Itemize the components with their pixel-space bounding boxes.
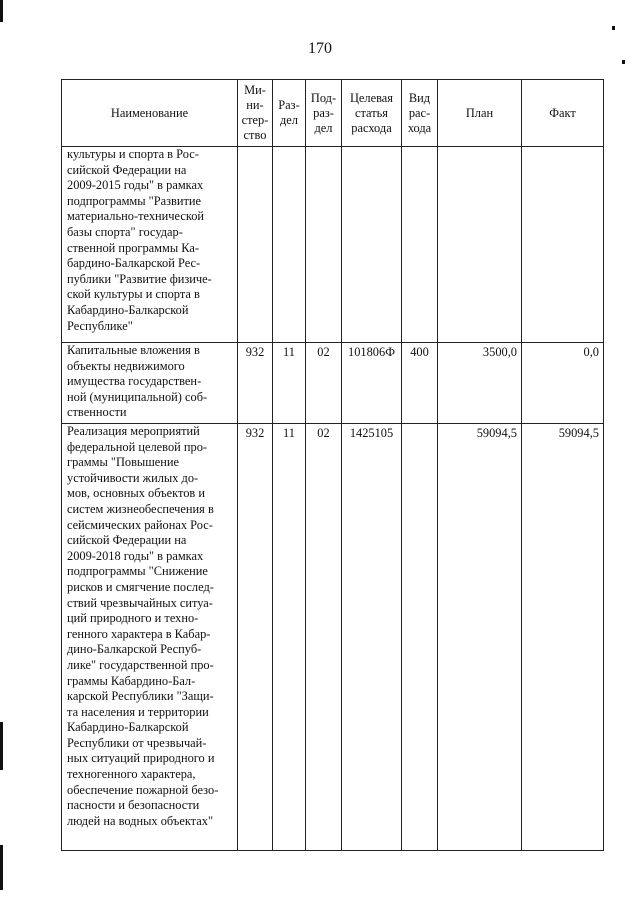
header-target-article: Целевая статья расхода [342, 80, 402, 147]
cell-subsection: 02 [306, 343, 342, 424]
scan-edge-mark [0, 0, 3, 22]
cell-plan: 3500,0 [438, 343, 522, 424]
header-expense-type: Вид рас- хода [402, 80, 438, 147]
header-subsection: Под- раз- дел [306, 80, 342, 147]
cell-target-article: 101806Ф [342, 343, 402, 424]
cell-name: Капитальные вложения в объекты недвижимого имущества государствен- ной (муниципальной) соб- ственности [62, 343, 238, 424]
table-row [62, 147, 604, 343]
cell-target-article: 1425105 [342, 424, 402, 851]
cell-section [273, 147, 306, 343]
cell-fact [522, 147, 604, 343]
scan-edge-mark [0, 845, 3, 890]
scan-edge-mark [0, 722, 3, 770]
cell-target-article [342, 147, 402, 343]
header-plan: План [438, 80, 522, 147]
cell-fact: 59094,5 [522, 424, 604, 851]
cell-expense-type: 400 [402, 343, 438, 424]
cell-plan [438, 147, 522, 343]
page-number: 170 [308, 40, 332, 57]
table-row [62, 343, 604, 424]
table-row [62, 424, 604, 851]
scan-dust-mark [612, 26, 615, 30]
cell-name: культуры и спорта в Рос- сийской Федерации на 2009-2015 годы" в рамках подпрограммы "Развитие материально-технической базы спорта" государ- ственной программы Ка- бардино-Балкарской Рес- публики "Развитие физиче- ской культуры и спорта в Кабардино-Балкарской Республике" [62, 147, 238, 343]
cell-ministry: 932 [238, 343, 273, 424]
cell-name: Реализация мероприятий федеральной целевой про- граммы "Повышение устойчивости жилых до- мов, основных объектов и систем жизнеобеспечения в сейсмических районах Рос- сийской Федерации на 2009-2018 годы" в рамках подпрограммы "Снижение рисков и смягчение послед- ствий чрезвычайных ситуа- ций природного и техно- генного характера в Кабар- дино-Балкарской Респуб- лике" государственной про- граммы Кабардино-Бал- карской Республики "Защи- та населения и территории Кабардино-Балкарской Республики от чрезвычай- ных ситуаций природного и техногенного характера, обеспечение пожарной безо- пасности и безопасности людей на водных объектах" [62, 424, 238, 851]
cell-fact: 0,0 [522, 343, 604, 424]
cell-subsection: 02 [306, 424, 342, 851]
table-header-row [62, 80, 604, 147]
header-ministry: Ми- ни- стер- ство [238, 80, 273, 147]
cell-subsection [306, 147, 342, 343]
cell-section: 11 [273, 424, 306, 851]
cell-ministry [238, 147, 273, 343]
scan-dust-mark [622, 60, 625, 64]
cell-section: 11 [273, 343, 306, 424]
header-section: Раз- дел [273, 80, 306, 147]
cell-plan: 59094,5 [438, 424, 522, 851]
budget-table [61, 79, 604, 851]
header-fact: Факт [522, 80, 604, 147]
cell-ministry: 932 [238, 424, 273, 851]
header-name: Наименование [62, 80, 238, 147]
cell-expense-type [402, 424, 438, 851]
cell-expense-type [402, 147, 438, 343]
